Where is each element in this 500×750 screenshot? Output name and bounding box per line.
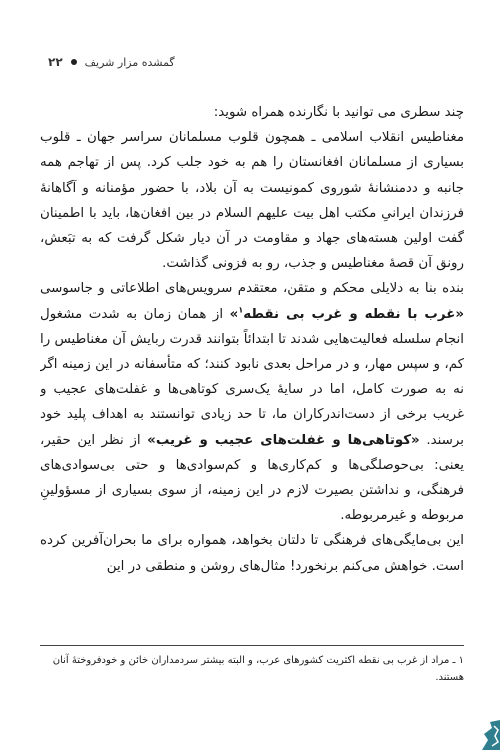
footnote: ۱ ـ مراد از غرب بی نقطه اکثریت کشورهای عرب، و البته بیشتر سردمداران خائن و خودفروختهٔ آنان هستند.	[52, 655, 464, 683]
page-header	[48, 52, 452, 72]
paragraph-3: این بی‌مایگی‌های فرهنگی تا دلتان بخواهد، همواره برای ما بحران‌آفرین کرده است. خواهش می‌کنم برنخورد! مثال‌های روشن و منطقی در این	[40, 533, 464, 574]
p2-text-end: از نظر این حقیر، یعنی: بی‌حوصلگی‌ها و کم‌کاری‌ها و کم‌سوادی‌ها و حتی بی‌سوادی‌های فرهنگی، و نداشتن بصیرت لازم در این زمینه، از سوی بسیاری از مسؤولینِ مربوطه و غیرمربوطه.	[40, 432, 464, 524]
page-number: ۲۲	[48, 55, 63, 69]
p2-text-start: بنده بنا به دلایلی محکم و متقن، معتقدم سرویس‌های اطلاعاتی و جاسوسی	[40, 281, 464, 297]
paragraph-2	[40, 276, 464, 528]
footnote-ref[interactable]: ۱	[238, 305, 244, 315]
p2-text-mid: از همان زمان به شدت مشغول انجام سلسله فعالیت‌هایی شدند تا ابتدائاً بتوانند قدرت ربایش آن مغناطیس را کم، و سپس مهار، و در مراحل بعدی نابود کنند؛ که متأسفانه در این زمینه اگر نه به صورت کامل، اما در سایهٔ یک‌سری کوتاهی‌ها و غفلت‌های عجیب و غریب برخی از دست‌اندرکاران ما، تا حد زیادی توانستند به اهداف پلید خود برسند.	[40, 306, 464, 448]
publisher-logo-icon	[478, 720, 500, 750]
intro-line: چند سطری می توانید با نگارنده همراه شوید:	[213, 105, 464, 120]
book-title: گمشده مزار شریف	[84, 55, 175, 69]
bold-phrase-negligence: «کوتاهی‌ها و غفلت‌های عجیب و غریب»	[147, 432, 420, 448]
separator-dot-icon	[71, 59, 77, 65]
bold-phrase-west: «غرب با نقطه و غرب بی نقطه$^۱$»	[229, 305, 464, 322]
main-text	[40, 100, 464, 655]
paragraph-1: مغناطیس انقلاب اسلامی ـ همچون قلوب مسلمانان سراسر جهان ـ قلوب بسیاری از مسلمانان افغانستان را هم به خود جلب کرد. پس از تهاجم همه جانبه و ددمنشانهٔ شوروی کمونیست به آن بلاد، با حضور مؤمنانه و آگاهانهٔ فرزندان ایرانیِ مکتب اهل بیت علیهم السلام در بین افغان‌ها، باید با اطمینان گفت اولین هسته‌های جهاد و مقاومت در آن دیار شکل گرفت که به تبَعش، رونق آن قصهٔ مغناطیس و جذب، رو به فزونی گذاشت.	[40, 130, 464, 272]
footnote-divider	[40, 645, 464, 646]
